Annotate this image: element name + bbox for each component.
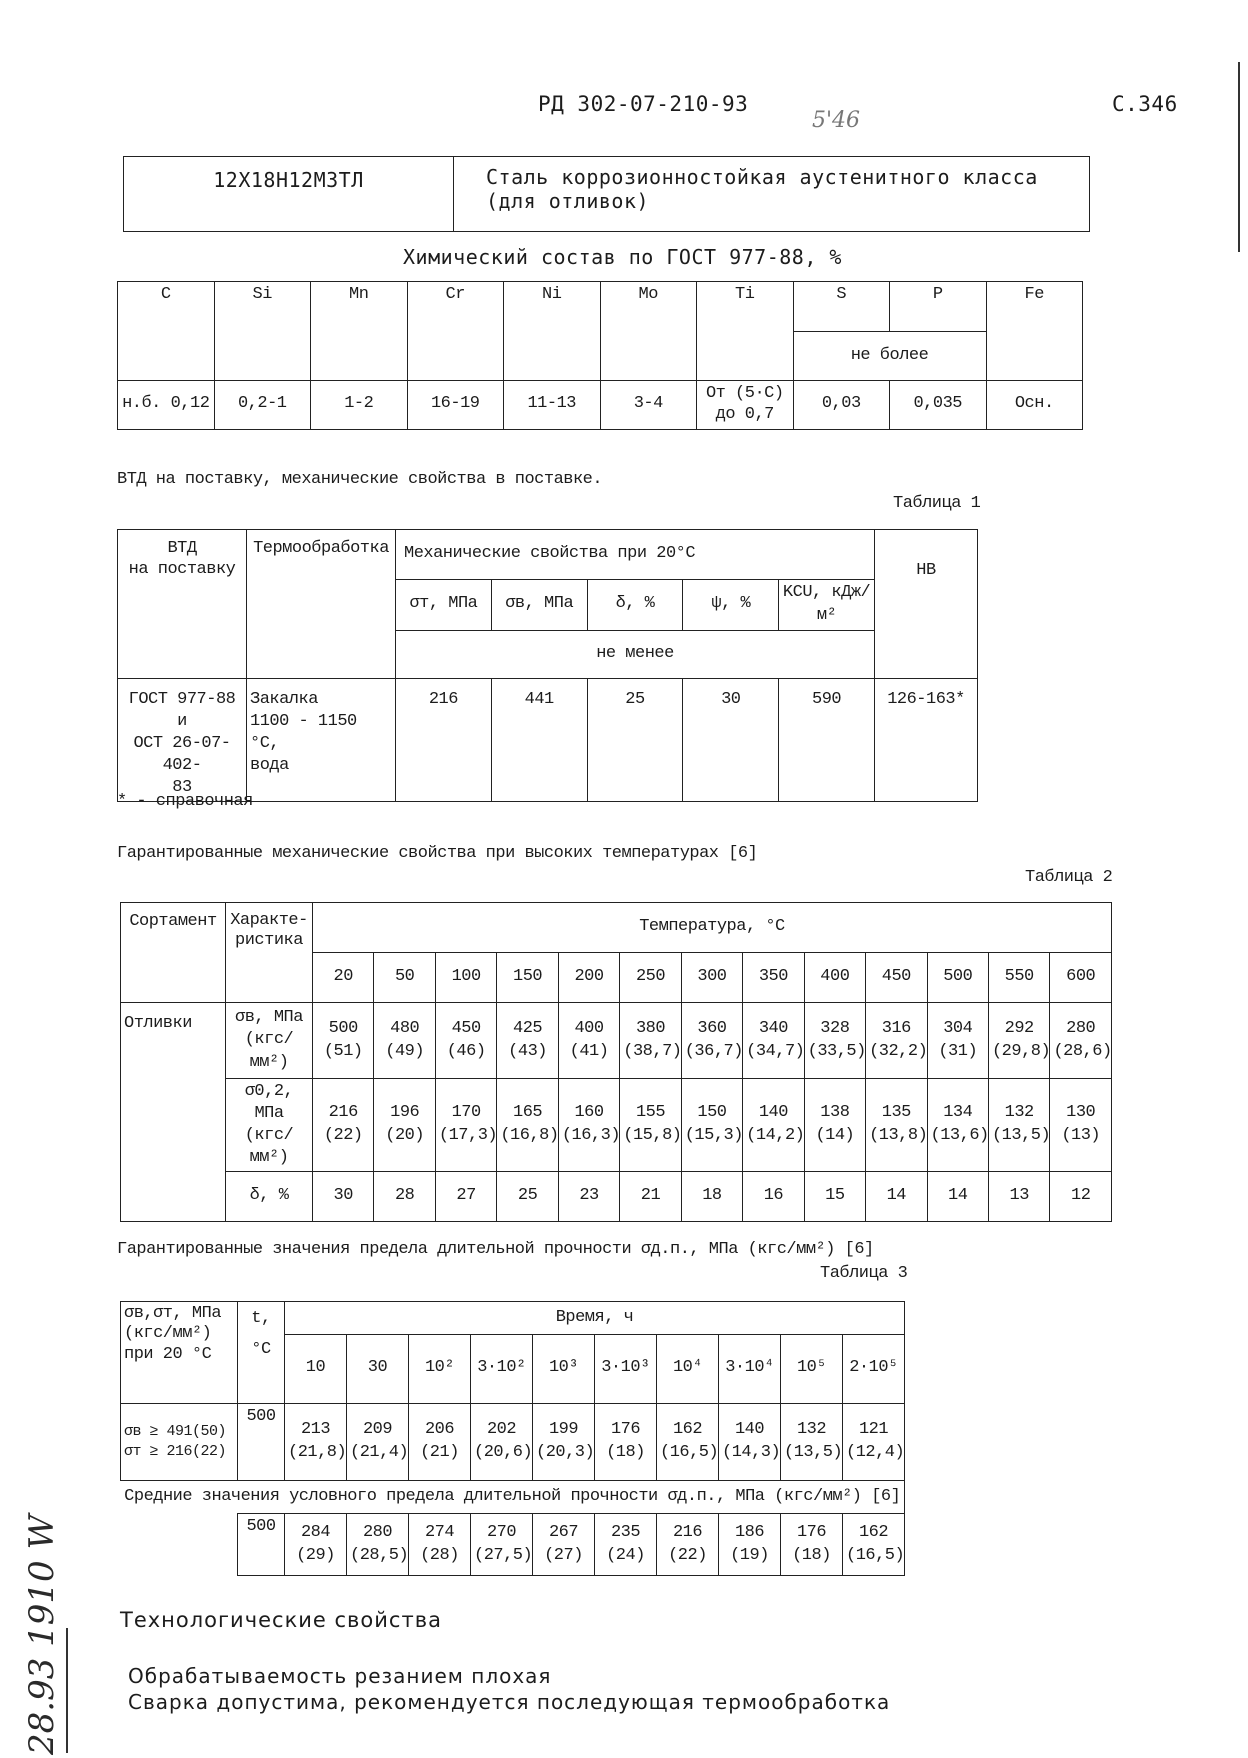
t1-value: 216 [396,678,492,801]
t2-value: 340 (34,7) [743,1003,804,1079]
t1-h-psi: ψ, % [683,580,779,631]
t1-h-mech: Механические свойства при 20°С [396,530,875,580]
right-edge-line [1238,62,1240,252]
t2-value: 135 (13,8) [866,1079,927,1172]
t3-value: 132 (13,5) [781,1403,843,1480]
tech-title: Технологические свойства [120,1608,442,1632]
t3-props: σв ≥ 491(50) σт ≥ 216(22) [121,1403,238,1480]
t2-value: 160 (16,3) [558,1079,619,1172]
t1-h-sigma-v: σв, МПа [491,580,587,631]
t2-value: 480 (49) [374,1003,435,1079]
t3-value: 209 (21,4) [347,1403,409,1480]
material-box [123,156,1090,232]
t3-value: 213 (21,8) [285,1403,347,1480]
t3-time: 10 [285,1335,347,1404]
t2-value: 150 (15,3) [681,1079,742,1172]
steel-description: Сталь коррозионностойкая аустенитного класса (для отливок) [454,157,1090,232]
t2-product: Отливки [121,1003,226,1222]
t2-temp: 50 [374,953,435,1003]
t1-value: 590 [779,678,875,801]
t1-heat: Закалка 1100 - 1150 °С, вода [247,678,396,801]
margin-line [66,1628,68,1753]
t2-char: δ, % [226,1172,313,1222]
document-code: РД 302-07-210-93 [538,92,749,116]
t2-h-temp: Температура, °С [313,903,1112,953]
t3-time: 10² [409,1335,471,1404]
t2-temp: 300 [681,953,742,1003]
t2-temp: 500 [927,953,988,1003]
t2-value: 27 [435,1172,496,1222]
t2-value: 15 [804,1172,865,1222]
chem-ti-value: От (5·C) до 0,7 [697,380,794,429]
table3-intro: Гарантированные значения предела длительной прочности σд.п., МПа (кгс/мм²) [6] [117,1240,874,1259]
t3-value: 202 (20,6) [471,1403,533,1480]
t2-value: 400 (41) [558,1003,619,1079]
t3-avg-caption: Средние значения условного предела длительной прочности σд.п., МПа (кгс/мм²) [6] [121,1480,905,1513]
t3-t: 500 [238,1403,285,1480]
t1-value: 441 [491,678,587,801]
chem-h-mo: Mo [600,282,697,381]
t2-temp: 200 [558,953,619,1003]
table2-intro: Гарантированные механические свойства при высоких температурах [6] [117,844,758,863]
chem-value: 0,035 [890,380,987,429]
t2-value: 25 [497,1172,558,1222]
t2-value: 16 [743,1172,804,1222]
t3-time: 30 [347,1335,409,1404]
chem-value: 16-19 [407,380,504,429]
page-number: С.346 [1112,92,1178,116]
table3 [120,1301,905,1576]
t1-h-heat: Термообработка [247,530,396,679]
margin-handwritten-note: 28.93 1910 W [22,1514,62,1755]
t3-time: 3·10⁴ [719,1335,781,1404]
t3-avg-value: 280 (28,5) [347,1514,409,1576]
t3-time: 10⁵ [781,1335,843,1404]
t2-temp: 550 [988,953,1049,1003]
t3-time: 3·10² [471,1335,533,1404]
handwritten-mark: 5'46 [812,108,861,133]
t2-value: 130 (13) [1050,1079,1112,1172]
t2-value: 292 (29,8) [988,1003,1049,1079]
t3-avg-value: 162 (16,5) [843,1514,905,1576]
t2-value: 316 (32,2) [866,1003,927,1079]
chem-value: 1-2 [311,380,408,429]
chem-h-s: S [793,282,890,332]
t3-avg-value: 235 (24) [595,1514,657,1576]
t2-value: 134 (13,6) [927,1079,988,1172]
t1-h-delta: δ, % [587,580,683,631]
t2-value: 425 (43) [497,1003,558,1079]
table3-label: Таблица 3 [820,1264,908,1283]
t3-value: 121 (12,4) [843,1403,905,1480]
chem-value: 0,03 [793,380,890,429]
t2-value: 328 (33,5) [804,1003,865,1079]
chem-h-fe: Fe [986,282,1083,381]
t2-temp: 600 [1050,953,1112,1003]
t1-vtd: ГОСТ 977-88 и ОСТ 26-07-402- 83 [118,678,247,801]
table1-intro: ВТД на поставку, механические свойства в поставке. [117,470,603,489]
t3-value: 162 (16,5) [657,1403,719,1480]
t1-h-sigma-t: σт, МПа [396,580,492,631]
t2-value: 138 (14) [804,1079,865,1172]
t3-value: 206 (21) [409,1403,471,1480]
t2-temp: 20 [313,953,374,1003]
t2-h-sort: Сортамент [121,903,226,1003]
t3-avg-value: 176 (18) [781,1514,843,1576]
t2-value: 28 [374,1172,435,1222]
chem-value: 3-4 [600,380,697,429]
t1-hb-value: 126-163* [875,678,978,801]
t2-value: 132 (13,5) [988,1079,1049,1172]
table2 [120,902,1112,1222]
steel-grade: 12Х18Н12М3ТЛ [124,157,454,232]
t2-value: 165 (16,8) [497,1079,558,1172]
t2-value: 500 (51) [313,1003,374,1079]
t3-avg-value: 267 (27) [533,1514,595,1576]
t1-not-less: не менее [396,630,875,678]
t2-h-char: Характе- ристика [226,903,313,1003]
chem-caption: Химический состав по ГОСТ 977-88, % [403,245,842,269]
chem-h-ni: Ni [504,282,601,381]
chem-h-cr: Cr [407,282,504,381]
t3-avg-value: 284 (29) [285,1514,347,1576]
t3-avg-value: 216 (22) [657,1514,719,1576]
t2-value: 140 (14,2) [743,1079,804,1172]
table1-footnote: * - справочная [117,792,253,811]
t3-time: 3·10³ [595,1335,657,1404]
t3-time: 10⁴ [657,1335,719,1404]
t2-value: 18 [681,1172,742,1222]
table1 [117,529,978,802]
t1-value: 25 [587,678,683,801]
t1-h-hb: НВ [875,530,978,679]
chem-h-c: C [118,282,215,381]
t2-value: 23 [558,1172,619,1222]
table1-label: Таблица 1 [893,494,981,513]
t2-temp: 150 [497,953,558,1003]
chem-h-si: Si [214,282,311,381]
t2-value: 170 (17,3) [435,1079,496,1172]
t1-h-vtd: ВТД на поставку [118,530,247,679]
chem-table [117,281,1083,430]
t2-temp: 450 [866,953,927,1003]
t1-value: 30 [683,678,779,801]
t3-value: 140 (14,3) [719,1403,781,1480]
t2-value: 155 (15,8) [620,1079,681,1172]
tech-line-1: Обрабатываемость резанием плохая [128,1664,552,1688]
chem-h-ti: Ti [697,282,794,381]
t3-h-time: Время, ч [285,1302,905,1335]
t3-t2: 500 [238,1514,285,1576]
t2-value: 21 [620,1172,681,1222]
t2-value: 196 (20) [374,1079,435,1172]
chem-h-mn: Mn [311,282,408,381]
t3-avg-value: 186 (19) [719,1514,781,1576]
t2-value: 13 [988,1172,1049,1222]
t3-time: 2·10⁵ [843,1335,905,1404]
t3-h-props: σв,σт, МПа (кгс/мм²) при 20 °С [121,1302,238,1404]
t2-char: σ0,2, МПа (кгс/мм²) [226,1079,313,1172]
t2-value: 14 [866,1172,927,1222]
chem-value: 0,2-1 [214,380,311,429]
t3-value: 176 (18) [595,1403,657,1480]
t1-h-kcu: KCU, кДж/м² [779,580,875,631]
t2-value: 380 (38,7) [620,1003,681,1079]
chem-not-more: не более [793,332,986,380]
t2-value: 360 (36,7) [681,1003,742,1079]
t2-char: σв, МПа (кгс/мм²) [226,1003,313,1079]
t2-value: 30 [313,1172,374,1222]
table2-label: Таблица 2 [1025,868,1113,887]
t2-value: 304 (31) [927,1003,988,1079]
chem-value: 11-13 [504,380,601,429]
t2-value: 280 (28,6) [1050,1003,1112,1079]
chem-h-p: P [890,282,987,332]
t3-avg-value: 270 (27,5) [471,1514,533,1576]
t2-value: 14 [927,1172,988,1222]
t2-value: 12 [1050,1172,1112,1222]
t3-avg-value: 274 (28) [409,1514,471,1576]
t3-h-t: t, °С [238,1302,285,1404]
t2-temp: 400 [804,953,865,1003]
t2-value: 450 (46) [435,1003,496,1079]
t2-temp: 250 [620,953,681,1003]
t3-value: 199 (20,3) [533,1403,595,1480]
tech-line-2: Сварка допустима, рекомендуется последующая термообработка [128,1690,891,1714]
t2-temp: 350 [743,953,804,1003]
chem-value: н.б. 0,12 [118,380,215,429]
t2-value: 216 (22) [313,1079,374,1172]
t3-time: 10³ [533,1335,595,1404]
chem-value: Осн. [986,380,1083,429]
t3-empty-cell [121,1514,238,1576]
t2-temp: 100 [435,953,496,1003]
